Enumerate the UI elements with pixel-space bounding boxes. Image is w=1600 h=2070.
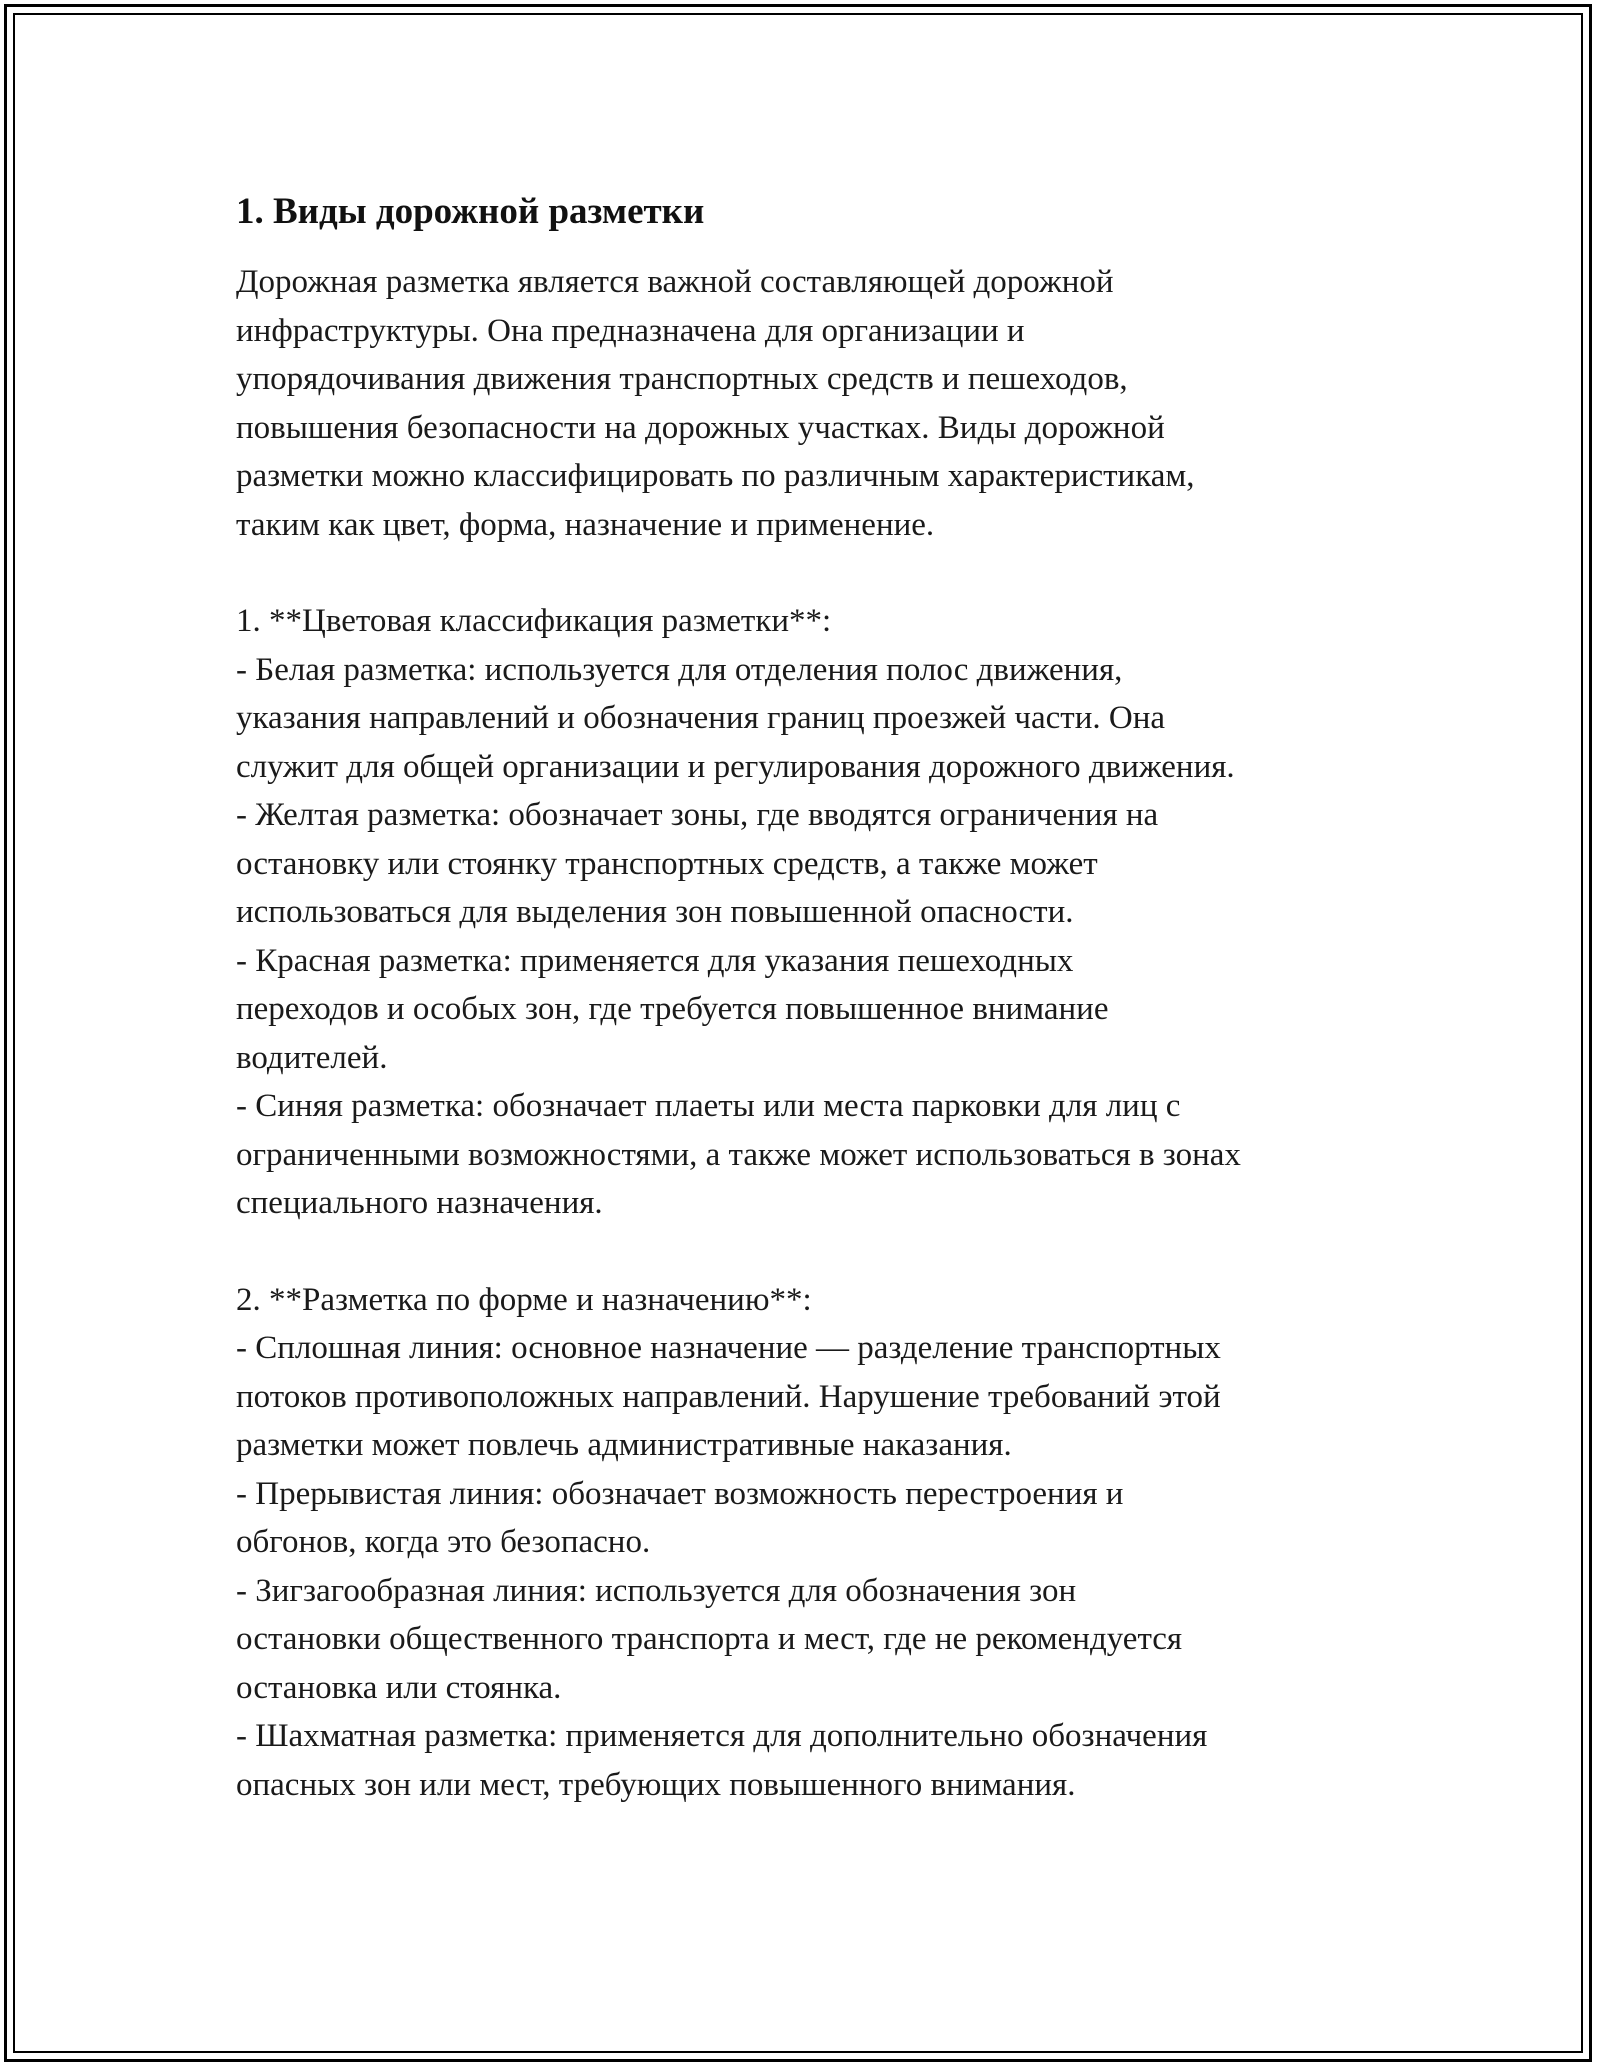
section-heading: 1. Виды дорожной разметки: [236, 191, 705, 232]
list-item-zigzag-line: - Зигзагообразная линия: используется для обозначения зон остановки общественного транспорта и мест, где не рекомендуется остановка или стоянка.: [236, 1572, 1183, 1706]
list-item-yellow-marking: - Желтая разметка: обозначает зоны, где вводятся ограничения на остановку или стоянку транспортных средств, а также может использоваться для выделения зон повышенной опасности.: [236, 797, 1159, 930]
list-item-checkered-marking: - Шахматная разметка: применяется для дополнительно обозначения опасных зон или мест, требующих повышенного внимания.: [236, 1718, 1208, 1803]
list-item-white-marking: - Белая разметка: используется для отделения полос движения, указания направлений и обозначения границ проезжей части. Она служит для общей организации и регулирования дорожного движения.: [236, 651, 1235, 785]
color-classification-section: [236, 597, 1406, 1228]
shape-purpose-section: [236, 1276, 1406, 1810]
list-item-blue-marking: - Синяя разметка: обозначает плаеты или места парковки для лиц с ограниченными возможностями, а также может использоваться в зонах специального назначения.: [236, 1088, 1241, 1221]
intro-paragraph: Дорожная разметка является важной составляющей дорожной инфраструктуры. Она предназначена для организации и упорядочивания движения транспортных средств и пешеходов, повышения безопасности на дорожных участках. Виды дорожной разметки можно классифицировать по различным характеристикам, таким как цвет, форма, назначение и применение.: [236, 264, 1195, 543]
list-item-red-marking: - Красная разметка: применяется для указания пешеходных переходов и особых зон, где требуется повышенное внимание водителей.: [236, 942, 1109, 1076]
section-title: 1. **Цветовая классификация разметки**:: [236, 603, 832, 639]
list-item-dashed-line: - Прерывистая линия: обозначает возможность перестроения и обгонов, когда это безопасно.: [236, 1475, 1124, 1560]
list-item-solid-line: - Сплошная линия: основное назначение — разделение транспортных потоков противоположных направлений. Нарушение требований этой разметки может повлечь административные наказания.: [236, 1330, 1221, 1463]
document-body: [236, 184, 1406, 1809]
section-title: 2. **Разметка по форме и назначению**:: [236, 1281, 812, 1318]
